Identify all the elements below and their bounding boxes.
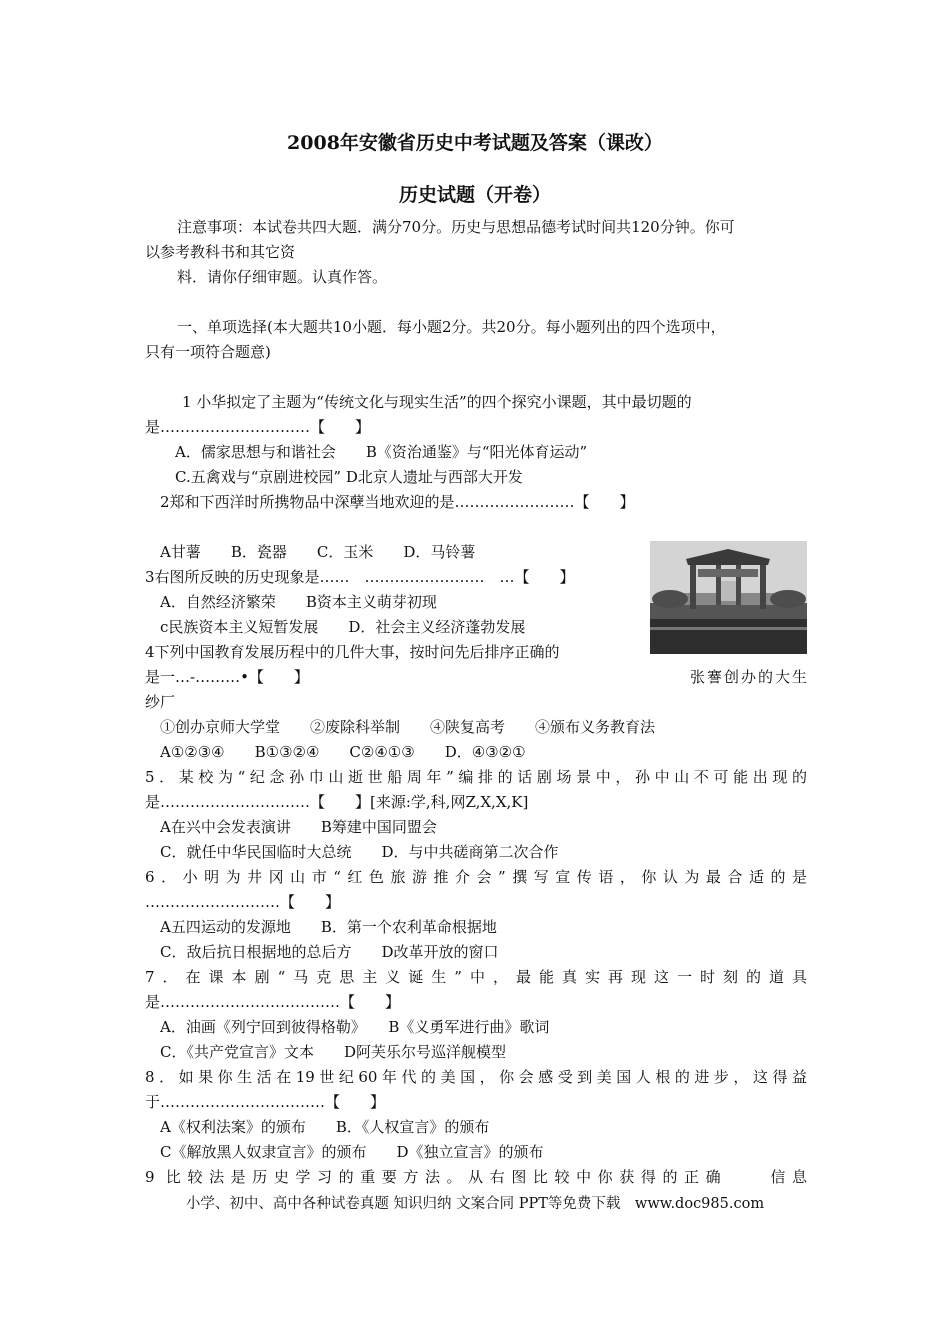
notice-line-2: 以参考教科书和其它资: [145, 243, 296, 261]
q8-options-ab: A《权利法案》的颁布 B．《人权宣言》的颁布: [160, 1118, 490, 1136]
q5-stem-cont: 是…………………………【 】[来源:学,科,网Z,X,X,K]: [145, 793, 529, 811]
q7-options-cd: C．《共产党宣言》文本 D阿芙乐尔号巡洋舰模型: [160, 1043, 507, 1061]
q1-stem-cont: 是…………………………【 】: [145, 418, 371, 436]
q3-options-ab: A．自然经济繁荣 B资本主义萌芽初现: [160, 593, 437, 611]
q7-options-ab: A．油画《列宁回到彼得格勒》 B《义勇军进行曲》歌词: [160, 1018, 550, 1036]
q2-stem: 2郑和下西洋时所携物品中深孽当地欢迎的是……………………【 】: [160, 493, 635, 511]
q6-stem: 6．小明为井冈山市“红色旅游推介会”撰写宣传语，你认为最合适的是: [145, 868, 807, 886]
q4-stem-cont: 是一…-………•【 】: [145, 668, 309, 686]
document-title: 2008年安徽省历史中考试题及答案（课改）: [287, 132, 663, 154]
q2-options: A甘薯 B．瓷器 C．玉米 D．马铃薯: [160, 543, 476, 561]
factory-gate-image: [650, 541, 807, 654]
q5-options-ab: A在兴中会发表演讲 B筹建中国同盟会: [160, 818, 437, 836]
notice-line-1: 注意事项：本试卷共四大题．满分70分。历史与思想品德考试时间共120分钟。你可: [177, 218, 735, 236]
q6-options-ab: A五四运动的发源地 B．第一个农利革命根据地: [160, 918, 497, 936]
q3-stem: 3右图所反映的历史现象是…… …………………… …【 】: [145, 568, 575, 586]
q5-options-cd: C．就任中华民国临时大总统 D．与中共磋商第二次合作: [160, 843, 559, 861]
q5-stem: 5．某校为“纪念孙巾山逝世船周年”编排的话剧场景中，孙中山不可能出现的: [145, 768, 807, 786]
section-1-heading: 一、单项选择(本大题共10小题．每小题2分。共20分。每小题列出的四个选项中，: [177, 318, 726, 336]
q4-items: ①创办京师大学堂 ②废除科举制 ④陕复高考 ④颁布义务教育法: [160, 718, 656, 736]
q7-stem: 7．在课本剧“马克思主义诞生”中，最能真实再现这一时刻的道具: [145, 968, 807, 986]
footer-download-notice: 小学、初中、高中各种试卷真题 知识归纳 文案合同 PPT等免费下载 www.doc985.com: [185, 1196, 765, 1212]
photo-caption-cont: 纱厂: [145, 693, 176, 711]
q4-stem: 4下列中国教育发展历程中的几件大事，按时问先后排序正确的: [145, 643, 560, 661]
section-1-heading-cont: 只有一项符合题意): [145, 343, 271, 361]
q1-options-cd: C.五禽戏与“京剧进校园” D北京人遗址与西部大开发: [175, 468, 523, 486]
notice-line-3: 料．请你仔细审题。认真作答。: [177, 268, 388, 286]
q1-options-ab: A．儒家思想与和谐社会 B《资治通鉴》与“阳光体育运动”: [175, 443, 588, 461]
q4-options: A①②③④ B①③②④ C②④①③ D．④③②①: [160, 743, 526, 761]
q3-options-cd: c民族资本主义短暂发展 D．社会主义经济蓬勃发展: [160, 618, 526, 636]
q8-stem-cont: 于……………………………【 】: [145, 1093, 386, 1111]
q8-stem: 8．如果你生活在19世纪60年代的美国，你会感受到美国人根的进步，这得益: [145, 1068, 807, 1086]
q1-stem: 1 小华拟定了主题为“传统文化与现实生活”的四个探究小课题，其中最切题的: [182, 393, 692, 411]
q9-stem: 9 比较法是历史学习的重要方法。从右图比较中你获得的正确 信息: [145, 1168, 807, 1186]
q6-stem-cont: ………………………【 】: [145, 893, 341, 911]
photo-caption: 张謇创办的大生: [690, 668, 810, 686]
q7-stem-cont: 是………………………………【 】: [145, 993, 401, 1011]
q6-options-cd: C．敌后抗日根据地的总后方 D改革开放的窗口: [160, 943, 499, 961]
q8-options-cd: C《解放黑人奴隶宣言》的颁布 D《独立宣言》的颁布: [160, 1143, 544, 1161]
dasheng-factory-photo: [650, 541, 807, 654]
document-subtitle: 历史试题（开卷）: [398, 184, 551, 206]
